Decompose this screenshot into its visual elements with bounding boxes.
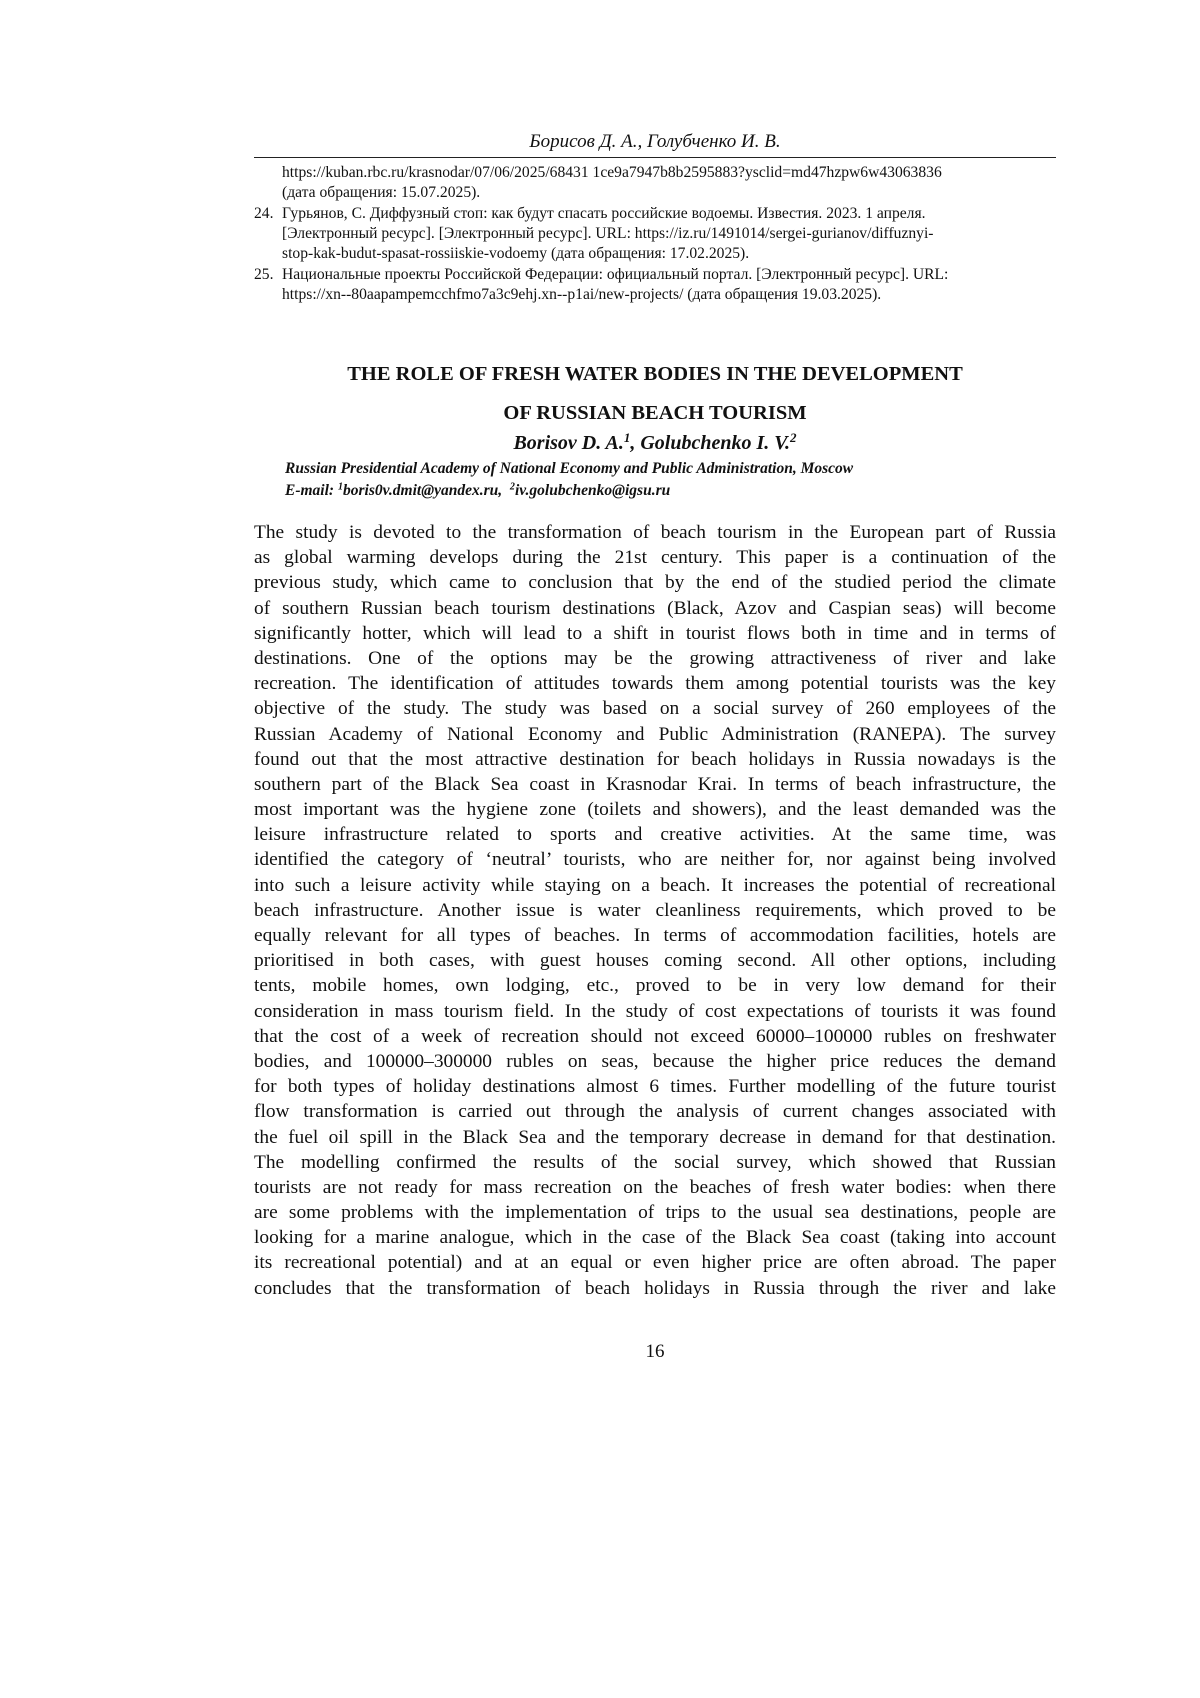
reference-number: 25. [254,265,282,305]
abstract-line: looking for a marine analogue, which in the case of the Black Sea coast (taking into account [254,1225,1056,1250]
author-separator: , [630,432,640,454]
affiliation: Russian Presidential Academy of National Economy and Public Administration, Moscow [285,458,1045,480]
email-address: boris0v.dmit@yandex.ru [343,482,498,499]
author-line [254,430,1056,456]
email-mark: 2 [510,481,515,492]
abstract-line: significantly hotter, which will lead to a shift in tourist flows both in time and in terms of [254,621,1056,646]
author-name: Golubchenko I. V. [640,432,790,454]
email-separator: , [498,482,510,499]
reference-line: Гурьянов, С. Диффузный стоп: как будут спасать российские водоемы. Известия. 2023. 1 апреля. [282,204,1056,224]
abstract-line: most important was the hygiene zone (toilets and showers), and the least demanded was the [254,797,1056,822]
running-head: Борисов Д. А., Голубченко И. В. [254,130,1056,154]
abstract-line: that the cost of a week of recreation should not exceed 60000–100000 rubles on freshwater [254,1024,1056,1049]
abstract-line: southern part of the Black Sea coast in Krasnodar Krai. In terms of beach infrastructure, the [254,772,1056,797]
abstract-line: The study is devoted to the transformation of beach tourism in the European part of Russia [254,520,1056,545]
abstract-line: found out that the most attractive destination for beach holidays in Russia nowadays is the [254,747,1056,772]
abstract-line: The modelling confirmed the results of the social survey, which showed that Russian [254,1150,1056,1175]
abstract-line: equally relevant for all types of beaches. In terms of accommodation facilities, hotels are [254,923,1056,948]
affiliation-block [285,458,1045,502]
reference-number: 24. [254,204,282,264]
email-label: E-mail: [285,482,338,499]
abstract-line: previous study, which came to conclusion that by the end of the studied period the climate [254,570,1056,595]
reference-continuation [254,163,1056,203]
article-title-line: THE ROLE OF FRESH WATER BODIES IN THE DEVELOPMENT [254,355,1056,394]
article-title [254,355,1056,433]
reference-text [282,265,1056,305]
reference-text [282,204,1056,264]
author-affiliation-mark: 1 [624,430,631,445]
email-line [285,480,1045,502]
reference-item [254,265,1056,305]
abstract-line: into such a leisure activity while staying on a beach. It increases the potential of recreational [254,873,1056,898]
abstract-line: are some problems with the implementation of trips to the usual sea destinations, people are [254,1200,1056,1225]
article-title-line: OF RUSSIAN BEACH TOURISM [254,394,1056,433]
abstract-line: tourists are not ready for mass recreation on the beaches of fresh water bodies: when there [254,1175,1056,1200]
document-page [0,0,1200,1698]
reference-url-line: https://kuban.rbc.ru/krasnodar/07/06/2025/68431 1ce9a7947b8b2595883?ysclid=md47hzpw6w43063836 [282,163,1056,183]
author-affiliation-mark: 2 [790,430,797,445]
abstract-line: objective of the study. The study was based on a social survey of 260 employees of the [254,696,1056,721]
author-name: Borisov D. A. [513,432,623,454]
abstract-line: recreation. The identification of attitudes towards them among potential tourists was the key [254,671,1056,696]
abstract-body [254,520,1056,1301]
header-divider [254,157,1056,158]
abstract-line: the fuel oil spill in the Black Sea and the temporary decrease in demand for that destination. [254,1125,1056,1150]
abstract-line: tents, mobile homes, own lodging, etc., proved to be in very low demand for their [254,973,1056,998]
reference-item [254,204,1056,264]
abstract-line: of southern Russian beach tourism destinations (Black, Azov and Caspian seas) will become [254,596,1056,621]
abstract-line: concludes that the transformation of beach holidays in Russia through the river and lake [254,1276,1056,1301]
abstract-line: leisure infrastructure related to sports and creative activities. At the same time, was [254,822,1056,847]
abstract-line: as global warming develops during the 21st century. This paper is a continuation of the [254,545,1056,570]
reference-line: https://xn--80aapampemcchfmo7a3c9ehj.xn--p1ai/new-projects/ (дата обращения 19.03.2025). [282,285,1056,305]
reference-list [254,163,1056,305]
email-mark: 1 [338,481,343,492]
abstract-line: identified the category of ‘neutral’ tourists, who are neither for, nor against being involved [254,847,1056,872]
abstract-line: flow transformation is carried out through the analysis of current changes associated with [254,1099,1056,1124]
abstract-line: its recreational potential) and at an equal or even higher price are often abroad. The paper [254,1250,1056,1275]
abstract-line: bodies, and 100000–300000 rubles on seas, because the higher price reduces the demand [254,1049,1056,1074]
reference-line: Национальные проекты Российской Федерации: официальный портал. [Электронный ресурс]. URL: [282,265,1056,285]
reference-access-date: (дата обращения: 15.07.2025). [282,183,1056,203]
abstract-line: for both types of holiday destinations almost 6 times. Further modelling of the future tourist [254,1074,1056,1099]
abstract-line: Russian Academy of National Economy and Public Administration (RANEPA). The survey [254,722,1056,747]
page-number: 16 [254,1340,1056,1364]
abstract-line: prioritised in both cases, with guest houses coming second. All other options, including [254,948,1056,973]
abstract-line: beach infrastructure. Another issue is water cleanliness requirements, which proved to be [254,898,1056,923]
abstract-line: destinations. One of the options may be the growing attractiveness of river and lake [254,646,1056,671]
abstract-line: consideration in mass tourism field. In the study of cost expectations of tourists it was found [254,999,1056,1024]
reference-line: stop-kak-budut-spasat-rossiiskie-vodoemy (дата обращения: 17.02.2025). [282,244,1056,264]
email-address: iv.golubchenko@igsu.ru [515,482,670,499]
reference-line: [Электронный ресурс]. [Электронный ресурс]. URL: https://iz.ru/1491014/sergei-gurianov/diffuznyi- [282,224,1056,244]
